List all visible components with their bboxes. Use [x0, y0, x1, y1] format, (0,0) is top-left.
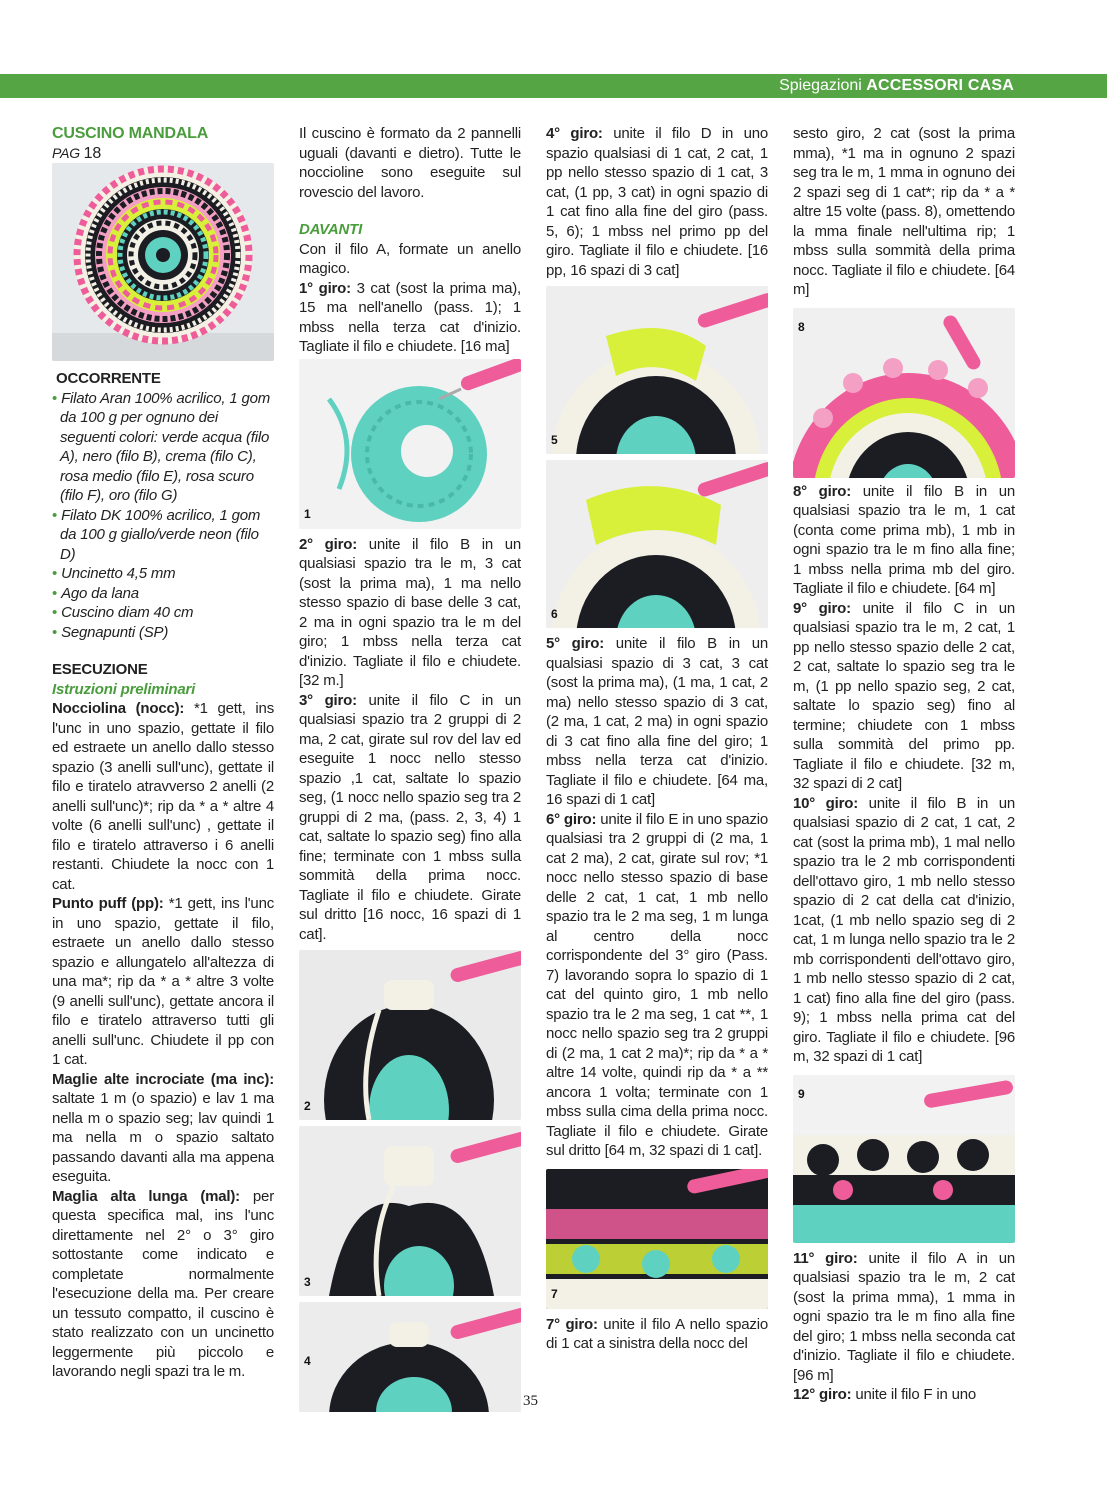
nocciolina-paragraph [52, 699, 274, 894]
round-12 [793, 1385, 1015, 1405]
round-10-label: 10° giro: [793, 794, 858, 812]
page-ref-number: 18 [83, 144, 102, 162]
round-5-label: 5° giro: [546, 635, 605, 652]
round-7-continued: sesto giro, 2 cat (sost la prima mma), *1 ma in ognuno 2 spazi seg tra le m, 1 mma in ognuno dei 2 spazi seg di 1 cat*; rip da * a * altre 15 volte (pass. 8), omettendo la mma finale nell'ultima rip; 1 mbss sulla sommità della prima nocc. Tagliate il filo e chiudete. [64 m] [793, 125, 1015, 298]
round-2 [299, 535, 521, 691]
photo-number: 9 [798, 1086, 805, 1101]
round-10 [793, 794, 1015, 1067]
step-4-image [299, 1302, 521, 1412]
photo-number: 7 [551, 1287, 558, 1301]
step-9-image [793, 1075, 1015, 1243]
round-1 [299, 279, 521, 357]
column-1 [52, 124, 274, 1382]
step-photo-3 [299, 1126, 521, 1296]
round-12-text: unite il filo F in uno [855, 1386, 977, 1403]
round-7-text: unite il filo A nello spazio di 1 cat a sinistra della nocc del [546, 1315, 769, 1352]
round-1-text: 3 cat (sost la prima ma), 15 ma nell'anello (pass. 1); 1 mbss nella terza cat d'inizio. Tagliate il filo e chiudete. [16 ma] [299, 279, 521, 355]
maginc-text: saltate 1 m (o spazio) e lav 1 ma nella m o spazio seg; lav quindi 1 ma nella m o spazio saltato passando davanti alla ma appena eseguita. [52, 1090, 274, 1185]
material-item: • Cuscino diam 40 cm [52, 603, 274, 623]
esecuzione-title: ESECUZIONE [52, 661, 148, 678]
material-item: • Segnapunti (SP) [52, 623, 274, 643]
step-photo-4 [299, 1302, 521, 1412]
material-item: • Filato DK 100% acrilico, 1 gom da 100 g giallo/verde neon (filo D) [52, 506, 274, 565]
material-item: • Filato Aran 100% acrilico, 1 gom da 100 g per ognuno dei seguenti colori: verde acqua (filo A), nero (filo B), crema (filo C), rosa medio (filo E), rosa scuro (filo F), oro (filo G) [52, 389, 274, 506]
round-3 [299, 691, 521, 945]
round-7-label: 7° giro: [546, 1315, 598, 1333]
article-title: CUSCINO MANDALA [52, 125, 209, 142]
step-5-image [546, 286, 768, 454]
puff-label: Punto puff (pp): [52, 895, 164, 912]
round-7 [546, 1315, 768, 1354]
mal-paragraph [52, 1187, 274, 1382]
step-photo-9 [793, 1075, 1015, 1243]
material-item: • Uncinetto 4,5 mm [52, 564, 274, 584]
step-8-image [793, 308, 1015, 478]
round-6-label: 6° giro: [546, 810, 597, 828]
round-5 [546, 634, 768, 810]
round-5-text: unite il filo B in un qualsiasi spazio di 3 cat, 3 cat (sost la prima ma), (1 ma, 1 cat, 2 ma) nello stesso spazio di 3 cat, (2 ma, 1 cat, 2 ma) in ogni spazio di 3 cat fino alla fine del giro; 1 mbss nella terza cat d'inizio. Tagliate il filo e chiudete. [64 ma, 16 spazi di 1 cat] [546, 635, 769, 808]
step-2-image [299, 950, 521, 1120]
puff-paragraph [52, 894, 274, 1070]
mandala-cushion-image [52, 163, 274, 361]
maginc-label: Maglie alte incrociate (ma inc): [52, 1070, 274, 1088]
step-photo-2 [299, 950, 521, 1120]
round-9-label: 9° giro: [793, 599, 851, 617]
photo-number: 1 [304, 507, 311, 521]
round-1-label: 1° giro: [299, 279, 351, 297]
davanti-title: DAVANTI [299, 221, 363, 238]
round-11-label: 11° giro: [793, 1249, 858, 1267]
step-1-image [299, 359, 521, 529]
nocciolina-text: *1 gett, ins l'unc in uno spazio, gettate il filo ed estraete un anello dallo stesso spazio (3 anelli sull'unc), gettate il filo e tiratelo atravverso 2 anelli (2 anelli sull'unc)*; rip da * a * altre 4 volte (6 anelli sull'unc) , gettate il filo e tiratelo attraverso i 6 anelli restanti. Chiudete la nocc con 1 cat. [52, 700, 274, 893]
istruzioni-title: Istruzioni preliminari [52, 680, 196, 698]
round-11 [793, 1249, 1015, 1386]
round-8-label: 8° giro: [793, 482, 852, 500]
materials-list [52, 389, 274, 643]
cushion-photo [52, 163, 274, 361]
puff-text: *1 gett, ins l'unc in uno spazio, gettate il filo, estraete un anello dallo stesso spazio e allungatelo all'altezza di una ma*; rip da * a * altre 3 volte (9 anelli sull'unc), gettate ancora il filo e tiratelo attraverso tutti gli anelli sull'unc. Chiudete il pp con 1 cat. [52, 895, 275, 1068]
header-prefix: Spiegazioni [779, 77, 862, 94]
round-8-text: unite il filo B in un qualsiasi spazio tra le m, 1 cat (conta come prima mb), 1 mb in ogni spazio tra le m fino alla fine; 1 mbss nella prima mb del giro. Tagliate il filo e chiudete. [64 m] [793, 482, 1016, 597]
photo-number: 8 [798, 319, 805, 334]
step-photo-8 [793, 308, 1015, 478]
photo-number: 3 [304, 1274, 311, 1289]
maginc-paragraph [52, 1070, 274, 1187]
photo-number: 6 [551, 606, 558, 621]
photo-number: 5 [551, 432, 558, 447]
mal-text: per questa specifica mal, ins l'unc direttamente nel 2° o 3° giro sottostante come indicato e completate normalmente l'esecuzione della ma. Per creare un tessuto compatto, il cuscino è stato realizzato con un uncinetto leggermente più piccolo e lavorando negli spazi tra le m. [52, 1187, 274, 1380]
page-reference [52, 144, 274, 164]
material-item: • Ago da lana [52, 584, 274, 604]
round-3-text: unite il filo C in un qualsiasi spazio tra 2 gruppi di 2 ma, 2 cat, girate sul rov del lav ed eseguite 1 nocc nello stesso spazio ,1 cat, saltate lo spazio seg, (1 nocc nello spazio seg tra 2 gruppi di 2 ma, (pass. 2, 3, 4) 1 cat, saltate lo spazio seg) fino alla fine; terminate con 1 mbss sulla sommità della prima nocc. Tagliate il filo e chiudete. Girate sul dritto [16 nocc, 16 spazi di 1 cat]. [299, 691, 521, 943]
page-ref-label: PAG [52, 144, 80, 161]
mal-label: Maglia alta lunga (mal): [52, 1187, 240, 1205]
step-photo-6 [546, 460, 768, 628]
photo-number: 2 [304, 1098, 311, 1113]
round-6-text: unite il filo E in uno spazio qualsiasi tra 2 gruppi di (2 ma, 1 cat 2 ma), 2 cat, girate sul rov; *1 nocc nello stesso spazio di base delle 2 cat, 1 cat, 1 mb nello spazio tra le 2 ma seg, 1 m lunga al centro della nocc corrispondente del 3° giro (Pass. 7) lavorando sopra lo spazio di 1 cat del quinto giro, 1 mb nello spazio tra le 2 ma seg, 1 cat **, 1 nocc nello spazio seg tra 2 gruppi di (2 ma, 1 cat 2 ma)*; rip da * a * altre 14 volte, quindi rip da * a ** ancora 1 volta; terminate con 1 mbss sulla cima della prima nocc. Tagliate il filo e chiudete. Girate sul dritto [64 m, 32 spazi di 1 cat]. [546, 810, 769, 1159]
step-photo-5 [546, 286, 768, 454]
column-3 [546, 124, 768, 1354]
davanti-text: Con il filo A, formate un anello magico. [299, 240, 521, 277]
round-3-label: 3° giro: [299, 691, 357, 709]
nocciolina-label: Nocciolina (nocc): [52, 700, 185, 717]
round-10-text: unite il filo B in un qualsiasi spazio di 2 cat, 1 cat, 2 cat (sost la prima mb), 1 mal nello spazio tra le 2 mb corrispondenti dell'ottavo giro, 1 mb nello stesso spazio di 2 cat della cat d'inizio, 1cat, (1 mb nello spazio seg di 2 cat, 1 m lunga nello spazio tra le 2 mb corrispondenti dell'ottavo giro, 1 mb nello stesso spazio di 2 cat, 1 cat) fino alla fine del giro (pass. 9); 1 mbss nella prima cat del giro. Tagliate il filo e chiudete. [96 m, 32 spazi di 1 cat] [793, 794, 1015, 1065]
step-3-image [299, 1126, 521, 1296]
column-2 [299, 124, 521, 1412]
header-section: ACCESSORI CASA [866, 77, 1014, 94]
round-9-text: unite il filo C in un qualsiasi spazio tra le m, 2 cat, 1 pp nello stesso spazio delle 2 cat, 2 cat, saltate lo spazio seg tra le m, (1 pp nello spazio seg, 2 cat, saltate lo spazio seg) fino al termine; chiudete con 1 mbss sulla sommità del primo pp. Tagliate il filo e chiudete. [32 m, 32 spazi di 2 cat] [793, 599, 1015, 792]
round-2-text: unite il filo B in un qualsiasi spazio tra le m, 3 cat (sost la prima ma), 1 ma nello stesso spazio di base delle 3 cat, 2 ma in ogni spazio tra le m del giro; 1 mbss nella terza cat d'inizio. Tagliate il filo e chiudete. [32 m.] [299, 535, 522, 689]
round-8 [793, 482, 1015, 599]
round-4-text: unite il filo D in uno spazio qualsiasi di 1 cat, 2 cat, 1 pp nello stesso spazio di 1 cat, 3 cat, (1 pp, 3 cat) in ogni spazio di 1 cat fino alla fine del giro (pass. 5, 6); 1 mbss nel primo pp del giro. Tagliate il filo e chiudete. [16 pp, 16 spazi di 3 cat] [546, 125, 769, 279]
round-12-label: 12° giro: [793, 1386, 852, 1403]
occorrente-title: OCCORRENTE [56, 370, 161, 387]
round-9 [793, 599, 1015, 794]
step-photo-1 [299, 359, 521, 529]
step-7-image [546, 1169, 768, 1309]
round-6 [546, 810, 768, 1161]
column-4 [793, 124, 1015, 1405]
section-header [779, 77, 1014, 95]
intro-paragraph: Il cuscino è formato da 2 pannelli uguali (davanti e dietro). Tutte le noccioline sono eseguite sul rovescio del lavoro. [299, 125, 521, 201]
round-4-label: 4° giro: [546, 125, 603, 142]
step-6-image [546, 460, 768, 628]
round-4 [546, 124, 768, 280]
round-11-text: unite il filo A in un qualsiasi spazio tra le m, 2 cat (sost la prima mma), 1 mma in ogni spazio tra le m fino alla fine del giro; 1 mbss nella seconda cat d'inizio. Tagliate il filo e chiudete. [96 m] [793, 1249, 1015, 1384]
photo-number: 4 [304, 1354, 311, 1368]
round-2-label: 2° giro: [299, 535, 358, 553]
step-photo-7 [546, 1169, 768, 1309]
page-number: 35 [523, 1393, 538, 1409]
